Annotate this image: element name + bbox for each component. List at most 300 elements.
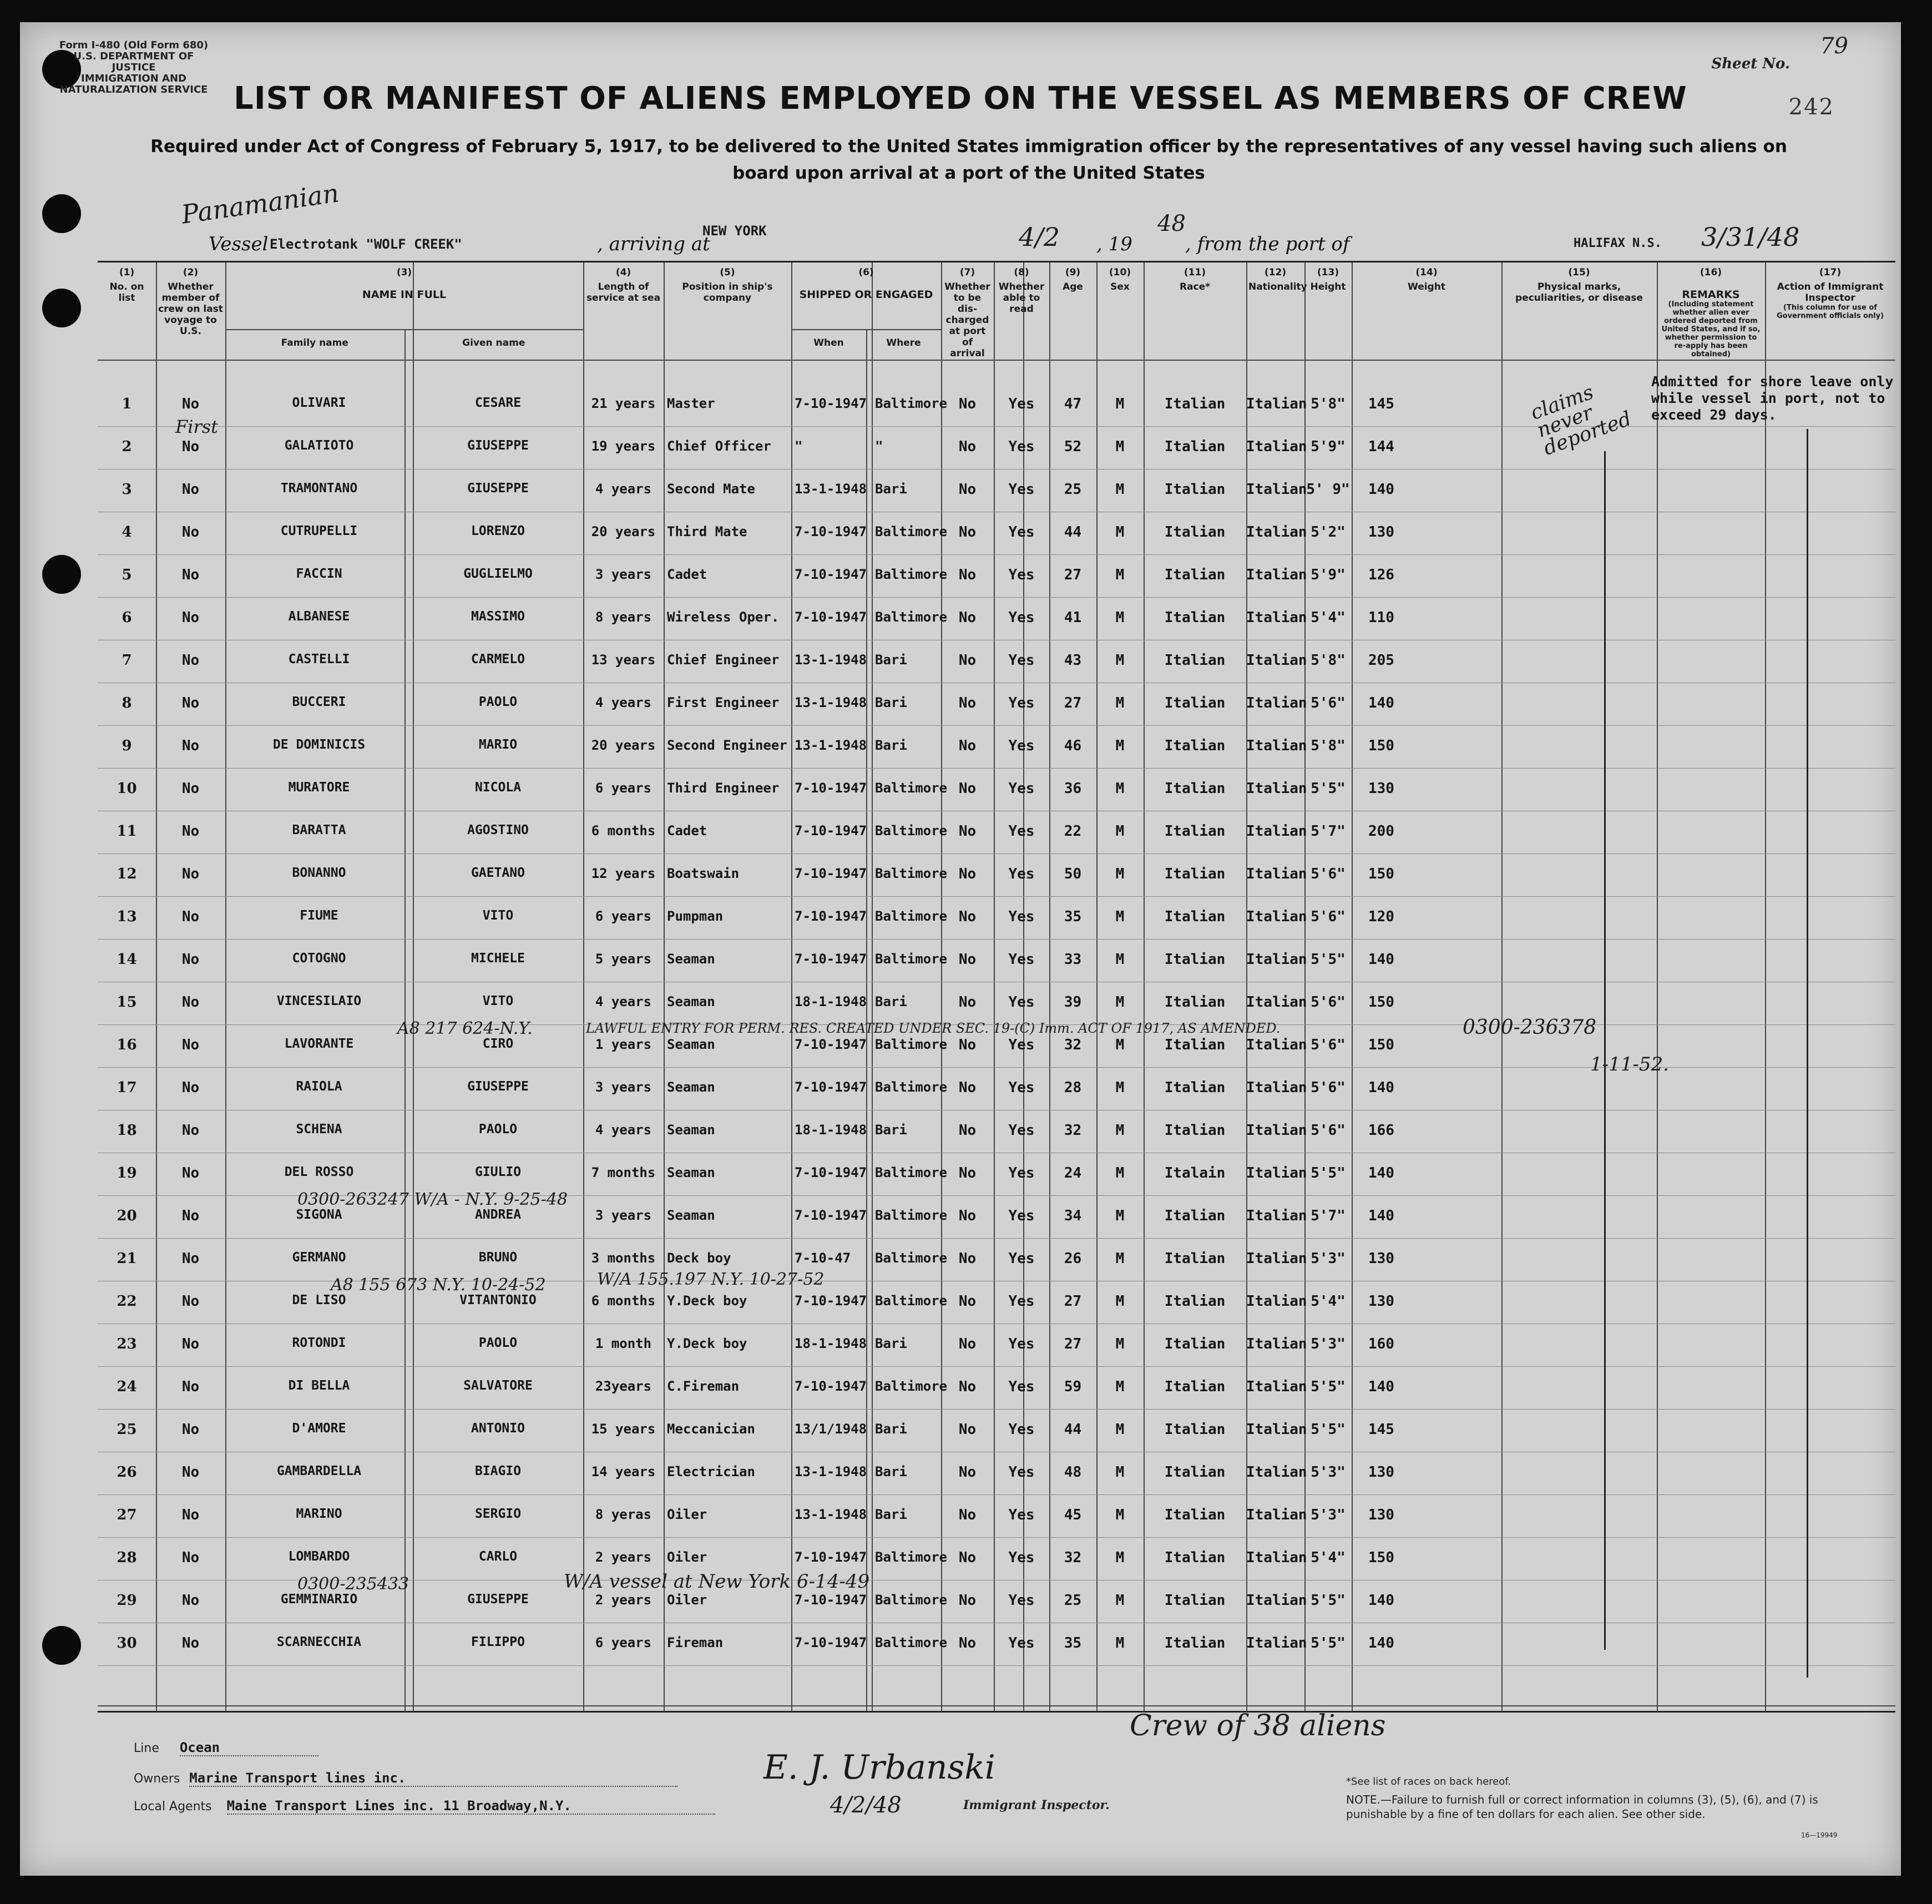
cell-height: 5'3": [1311, 1250, 1346, 1267]
cell-service: 15 years: [591, 1421, 656, 1437]
cell-weight: 140: [1368, 481, 1394, 498]
cell-height: 5'3": [1311, 1336, 1346, 1352]
cell-no: 24: [117, 1378, 137, 1395]
cell-prev: No: [181, 823, 200, 840]
column-divider: [941, 262, 942, 1711]
cell-family: FACCIN: [296, 567, 342, 581]
cell-when: 13-1-1948: [795, 481, 867, 497]
cell-where: Bari: [875, 1421, 907, 1437]
cell-age: 50: [1064, 866, 1082, 882]
cell-age: 32: [1064, 1549, 1082, 1566]
cell-disch: No: [958, 994, 977, 1011]
cell-prev: No: [181, 524, 200, 541]
cell-prev: No: [181, 1336, 200, 1352]
cell-given: SALVATORE: [463, 1378, 533, 1393]
cell-nat: Italian: [1246, 524, 1307, 541]
column-number: (5): [720, 267, 735, 278]
cell-service: 7 months: [591, 1165, 656, 1180]
page-number: 242: [1788, 94, 1834, 120]
column-label: Height: [1310, 281, 1346, 292]
cell-no: 13: [117, 908, 137, 925]
cell-service: 1 month: [595, 1336, 652, 1351]
cell-prev: No: [181, 438, 200, 455]
cell-sex: M: [1115, 780, 1125, 797]
cell-age: 27: [1064, 1293, 1082, 1310]
cell-prev: No: [181, 1122, 200, 1139]
cell-read: Yes: [1008, 524, 1035, 541]
cell-weight: 160: [1368, 1336, 1394, 1352]
cell-nat: Italian: [1246, 1507, 1307, 1523]
cell-sex: M: [1115, 524, 1125, 541]
cell-family: CUTRUPELLI: [280, 524, 358, 538]
cell-family: MARINO: [296, 1507, 342, 1521]
cell-no: 19: [117, 1165, 137, 1181]
row-divider: [98, 1238, 1895, 1239]
cell-sex: M: [1115, 1592, 1125, 1609]
cell-prev: No: [181, 908, 200, 925]
ditto-line: [1807, 429, 1808, 1678]
cell-family: BARATTA: [292, 823, 346, 837]
cell-no: 12: [117, 866, 137, 882]
handwritten-annotation: W/A 155.197 N.Y. 10-27-52: [597, 1270, 825, 1289]
column-divider: [413, 262, 414, 1711]
cell-given: VITO: [482, 994, 514, 1008]
cell-position: Seaman: [667, 1079, 715, 1095]
page-title: LIST OR MANIFEST OF ALIENS EMPLOYED ON THE VESSEL AS MEMBERS OF CREW: [234, 80, 1687, 117]
column-divider: [1501, 262, 1503, 1711]
column-number: (16): [1700, 267, 1722, 278]
cell-given: AGOSTINO: [467, 823, 529, 837]
cell-where: Baltimore: [875, 1378, 948, 1394]
row-divider: [98, 597, 1895, 598]
column-header: [1096, 267, 1144, 292]
cell-family: COTOGNO: [292, 951, 346, 966]
column-label: Sex: [1110, 281, 1130, 292]
cell-disch: No: [958, 1378, 977, 1395]
cell-age: 35: [1064, 908, 1082, 925]
crew-table: [98, 261, 1895, 1713]
cell-read: Yes: [1008, 567, 1035, 583]
cell-disch: No: [958, 1122, 977, 1139]
cell-sex: M: [1115, 1165, 1125, 1181]
cell-family: ROTONDI: [292, 1336, 346, 1350]
cell-when: 7-10-1947: [795, 1165, 867, 1180]
header-divider: [98, 360, 1895, 361]
cell-prev: No: [181, 780, 200, 797]
cell-given: GIULIO: [474, 1165, 522, 1179]
manifest-sheet: [20, 22, 1901, 1876]
cell-position: Master: [667, 396, 715, 411]
cell-height: 5'6": [1311, 1122, 1346, 1139]
cell-sex: M: [1115, 481, 1125, 498]
cell-weight: 120: [1368, 908, 1394, 925]
column-divider: [1304, 262, 1306, 1711]
cell-race: Italian: [1164, 1336, 1226, 1352]
cell-position: Meccanician: [667, 1421, 755, 1437]
cell-read: Yes: [1008, 1208, 1035, 1224]
cell-nat: Italian: [1246, 994, 1307, 1011]
cell-race: Italian: [1164, 1122, 1226, 1139]
inspector-signature: E. J. Urbanski: [763, 1748, 995, 1787]
cell-race: Italian: [1164, 1250, 1226, 1267]
cell-family: BONANNO: [292, 866, 346, 880]
cell-when: 7-10-1947: [795, 1037, 867, 1052]
cell-disch: No: [958, 1336, 977, 1352]
cell-given: PAOLO: [478, 695, 518, 709]
cell-position: Y.Deck boy: [667, 1293, 747, 1309]
cell-race: Italian: [1164, 1464, 1226, 1481]
arrival-date: 4/2: [1019, 222, 1060, 252]
handwritten-annotation: First: [175, 416, 219, 437]
cell-weight: 130: [1368, 1507, 1394, 1523]
column-number: (17): [1819, 267, 1842, 278]
cell-sex: M: [1115, 1079, 1125, 1096]
arrival-year: 48: [1157, 211, 1186, 236]
cell-where: ": [875, 438, 883, 454]
cell-given: BRUNO: [478, 1250, 518, 1265]
cell-when: 7-10-1947: [795, 1549, 867, 1565]
cell-no: 26: [117, 1464, 137, 1481]
cell-where: Baltimore: [875, 1592, 948, 1608]
cell-where: Bari: [875, 1507, 907, 1522]
cell-prev: No: [181, 1165, 200, 1181]
cell-sex: M: [1115, 609, 1125, 626]
cell-position: Second Engineer: [667, 738, 787, 753]
cell-age: 27: [1064, 1336, 1082, 1352]
column-header: [1049, 267, 1096, 292]
cell-no: 17: [117, 1079, 137, 1096]
cell-nat: Italian: [1246, 738, 1307, 754]
punch-hole: [42, 289, 81, 327]
column-number: (4): [615, 267, 631, 278]
cell-prev: No: [181, 396, 200, 412]
cell-sex: M: [1115, 695, 1125, 711]
cell-disch: No: [958, 1250, 977, 1267]
cell-age: 36: [1064, 780, 1082, 797]
cell-age: 59: [1064, 1378, 1082, 1395]
cell-read: Yes: [1008, 908, 1035, 925]
cell-weight: 150: [1368, 866, 1394, 882]
cell-height: 5'4": [1311, 609, 1346, 626]
cell-height: 5'6": [1311, 1037, 1346, 1053]
cell-family: BUCCERI: [292, 695, 346, 709]
cell-service: 6 months: [591, 1293, 656, 1309]
column-label: Age: [1063, 281, 1083, 292]
cell-when: 13-1-1948: [795, 652, 867, 668]
cell-nat: Italian: [1246, 1635, 1307, 1652]
cell-read: Yes: [1008, 1549, 1035, 1566]
cell-race: Italian: [1164, 1208, 1226, 1224]
cell-prev: No: [181, 1592, 200, 1609]
cell-when: 7-10-1947: [795, 951, 867, 967]
column-label: Physical marks, peculiarities, or disease: [1515, 281, 1643, 304]
column-header: [941, 267, 994, 359]
column-header: [791, 267, 941, 300]
cell-read: Yes: [1008, 695, 1035, 711]
agents-field: [134, 1798, 715, 1815]
cell-when: 7-10-1947: [795, 1378, 867, 1394]
cell-age: 34: [1064, 1208, 1082, 1224]
cell-service: 2 years: [595, 1592, 652, 1608]
column-divider: [1144, 262, 1145, 1711]
from-label: , from the port of: [1185, 233, 1350, 255]
cell-no: 7: [122, 652, 132, 669]
cell-disch: No: [958, 1507, 977, 1523]
print-code: 16—19949: [1801, 1831, 1838, 1839]
cell-where: Bari: [875, 994, 907, 1009]
cell-disch: No: [958, 438, 977, 455]
cell-nat: Italian: [1246, 695, 1307, 711]
column-label: No. on list: [109, 281, 144, 304]
column-divider: [1246, 262, 1247, 1711]
column-label: Position in ship's company: [682, 281, 773, 304]
cell-read: Yes: [1008, 1421, 1035, 1438]
column-number: (11): [1184, 267, 1206, 278]
cell-prev: No: [181, 951, 200, 968]
cell-race: Italian: [1164, 1592, 1226, 1609]
cell-position: Seaman: [667, 1037, 715, 1052]
row-divider: [98, 853, 1895, 854]
cell-family: D'AMORE: [292, 1421, 346, 1436]
cell-given: PAOLO: [478, 1336, 518, 1350]
cell-race: Italian: [1164, 524, 1226, 541]
cell-where: Bari: [875, 1336, 907, 1351]
cell-given: VITO: [482, 908, 514, 923]
cell-where: Bari: [875, 481, 907, 497]
cell-race: Italian: [1164, 438, 1226, 455]
cell-prev: No: [181, 695, 200, 711]
column-subheader: When: [813, 337, 844, 349]
cell-prev: No: [181, 1037, 200, 1053]
cell-read: Yes: [1008, 951, 1035, 968]
cell-height: 5'6": [1311, 695, 1346, 711]
cell-service: 19 years: [591, 438, 656, 454]
column-number: (3): [396, 267, 412, 278]
cell-prev: No: [181, 1250, 200, 1267]
cell-disch: No: [958, 780, 977, 797]
cell-age: 35: [1064, 1635, 1082, 1652]
cell-age: 32: [1064, 1122, 1082, 1139]
cell-position: Fireman: [667, 1635, 724, 1650]
column-label: Whether able to read: [998, 281, 1045, 315]
cell-read: Yes: [1008, 994, 1035, 1011]
row-divider: [98, 768, 1895, 769]
cell-service: 3 years: [595, 1079, 652, 1095]
cell-weight: 150: [1368, 994, 1394, 1011]
column-number: (13): [1317, 267, 1339, 278]
cell-service: 20 years: [591, 738, 656, 753]
cell-disch: No: [958, 951, 977, 968]
cell-prev: No: [181, 1464, 200, 1481]
cell-position: Oiler: [667, 1549, 707, 1565]
column-subnote: (This column for use of Government officials only): [1776, 304, 1884, 320]
cell-when: 13-1-1948: [795, 1464, 867, 1479]
cell-when: 7-10-1947: [795, 823, 867, 839]
cell-when: 7-10-1947: [795, 780, 867, 796]
column-divider: [583, 262, 584, 1711]
cell-service: 8 yeras: [595, 1507, 652, 1522]
cell-no: 28: [117, 1549, 137, 1566]
cell-service: 13 years: [591, 652, 656, 668]
cell-race: Italian: [1164, 1421, 1226, 1438]
year-prefix: , 19: [1096, 233, 1132, 255]
cell-age: 28: [1064, 1079, 1082, 1096]
cell-nat: Italian: [1246, 1464, 1307, 1481]
cell-age: 25: [1064, 1592, 1082, 1609]
cell-no: 6: [122, 609, 132, 626]
cell-race: Italian: [1164, 567, 1226, 583]
cell-position: Oiler: [667, 1592, 707, 1608]
cell-service: 4 years: [595, 994, 652, 1009]
cell-service: 2 years: [595, 1549, 652, 1565]
cell-position: Electrician: [667, 1464, 755, 1479]
page-subtitle: Required under Act of Congress of February 5, 1917, to be delivered to the United States immigration officer by the representatives of any vessel having such aliens on board upon arrival at a port of the United States: [150, 137, 1787, 183]
penalty-note: NOTE.—Failure to furnish full or correct information in columns (3), (5), (6), and (7) is punishable by a fine of ten dollars for each alien. See other side.: [1346, 1793, 1818, 1821]
cell-disch: No: [958, 1293, 977, 1310]
column-header: [664, 267, 791, 304]
cell-race: Italian: [1164, 908, 1226, 925]
cell-no: 11: [117, 823, 137, 840]
cell-where: Bari: [875, 738, 907, 753]
cell-service: 21 years: [591, 396, 656, 411]
claims-annotation: claims never deported: [1528, 381, 1635, 460]
cell-position: Chief Officer: [667, 438, 771, 454]
cell-sex: M: [1115, 1378, 1125, 1395]
cell-sex: M: [1115, 1122, 1125, 1139]
column-number: (14): [1415, 267, 1438, 278]
column-subnote: (Including statement whether alien ever ordered deported from United States, and if so, whether permission to re-apply has been obtained): [1661, 300, 1761, 358]
column-header: [1501, 267, 1657, 304]
cell-when: 13-1-1948: [795, 738, 867, 753]
cell-sex: M: [1115, 1549, 1125, 1566]
cell-race: Italian: [1164, 738, 1226, 754]
crew-total: Crew of 38 aliens: [1130, 1709, 1386, 1743]
cell-disch: No: [958, 1165, 977, 1181]
cell-where: Baltimore: [875, 908, 948, 924]
cell-where: Bari: [875, 1122, 907, 1138]
cell-no: 8: [122, 695, 132, 711]
cell-given: MICHELE: [471, 951, 525, 966]
cell-given: GIUSEPPE: [467, 438, 529, 453]
row-divider: [98, 554, 1895, 555]
cell-height: 5'7": [1311, 1208, 1346, 1224]
cell-sex: M: [1115, 866, 1125, 882]
cell-height: 5'5": [1311, 1635, 1346, 1652]
cell-read: Yes: [1008, 1336, 1035, 1352]
column-header: [583, 267, 664, 304]
cell-given: ANTONIO: [471, 1421, 525, 1436]
from-port: HALIFAX N.S.: [1574, 236, 1662, 250]
cell-given: SERGIO: [474, 1507, 522, 1521]
cell-service: 3 years: [595, 1208, 652, 1223]
cell-no: 27: [117, 1507, 137, 1523]
cell-nat: Italian: [1246, 1208, 1307, 1224]
cell-where: Baltimore: [875, 780, 948, 796]
cell-disch: No: [958, 1037, 977, 1053]
column-divider: [994, 262, 995, 1711]
cell-nat: Italian: [1246, 1250, 1307, 1267]
row-divider: [98, 896, 1895, 897]
department: U.S. DEPARTMENT OF JUSTICE: [73, 50, 194, 73]
column-divider: [664, 262, 665, 1711]
cell-family: GALATIOTO: [284, 438, 354, 453]
cell-sex: M: [1115, 567, 1125, 583]
cell-position: Seaman: [667, 1165, 715, 1180]
cell-height: 5'4": [1311, 1293, 1346, 1310]
cell-weight: 145: [1368, 396, 1394, 412]
cell-age: 43: [1064, 652, 1082, 669]
cell-service: 1 years: [595, 1037, 652, 1052]
cell-family: DI BELLA: [288, 1378, 350, 1393]
cell-sex: M: [1115, 823, 1125, 840]
cell-weight: 205: [1368, 652, 1394, 669]
cell-read: Yes: [1008, 823, 1035, 840]
column-divider: [1657, 262, 1658, 1711]
cell-family: SCARNECCHIA: [276, 1635, 362, 1649]
cell-family: SCHENA: [296, 1122, 342, 1137]
cell-given: CESARE: [474, 396, 522, 410]
cell-family: DE DOMINICIS: [272, 738, 366, 752]
owners-value: Marine Transport lines inc.: [189, 1770, 677, 1787]
cell-family: CASTELLI: [288, 652, 350, 666]
column-label: Whether member of crew on last voyage to U.S.: [158, 281, 223, 337]
cell-given: MARIO: [478, 738, 518, 752]
cell-disch: No: [958, 1635, 977, 1652]
cell-age: 32: [1064, 1037, 1082, 1053]
cell-prev: No: [181, 1378, 200, 1395]
cell-nat: Italian: [1246, 780, 1307, 797]
cell-read: Yes: [1008, 1507, 1035, 1523]
cell-where: Baltimore: [875, 1549, 948, 1565]
cell-where: Baltimore: [875, 823, 948, 839]
handwritten-annotation: A8 155 673 N.Y. 10-24-52: [331, 1275, 546, 1295]
cell-position: Wireless Oper.: [667, 609, 780, 625]
cell-weight: 144: [1368, 438, 1394, 455]
cell-sex: M: [1115, 396, 1125, 412]
column-header: [156, 267, 225, 337]
cell-position: Cadet: [667, 567, 707, 582]
cell-no: 16: [117, 1037, 137, 1053]
cell-read: Yes: [1008, 1037, 1035, 1053]
cell-where: Baltimore: [875, 1165, 948, 1180]
cell-weight: 130: [1368, 780, 1394, 797]
cell-where: Baltimore: [875, 866, 948, 881]
cell-height: 5'8": [1311, 738, 1346, 754]
cell-given: LORENZO: [471, 524, 525, 538]
cell-nat: Italian: [1246, 1378, 1307, 1395]
cell-height: 5'6": [1311, 1079, 1346, 1096]
cell-nat: Italian: [1246, 1122, 1307, 1139]
cell-weight: 130: [1368, 1464, 1394, 1481]
cell-nat: Italian: [1246, 866, 1307, 882]
cell-weight: 140: [1368, 1208, 1394, 1224]
cell-when: 7-10-1947: [795, 1635, 867, 1650]
cell-no: 20: [117, 1208, 137, 1224]
cell-height: 5'5": [1311, 1421, 1346, 1438]
cell-given: GIUSEPPE: [467, 1592, 529, 1607]
cell-no: 1: [122, 396, 132, 412]
cell-prev: No: [181, 1507, 200, 1523]
cell-prev: No: [181, 1549, 200, 1566]
cell-where: Baltimore: [875, 1293, 948, 1309]
cell-where: Bari: [875, 695, 907, 710]
cell-given: NICOLA: [474, 780, 522, 795]
column-number: (9): [1065, 267, 1081, 278]
cell-weight: 145: [1368, 1421, 1394, 1438]
column-number: (10): [1109, 267, 1131, 278]
column-number: (1): [119, 267, 135, 278]
cell-height: 5'3": [1311, 1464, 1346, 1481]
